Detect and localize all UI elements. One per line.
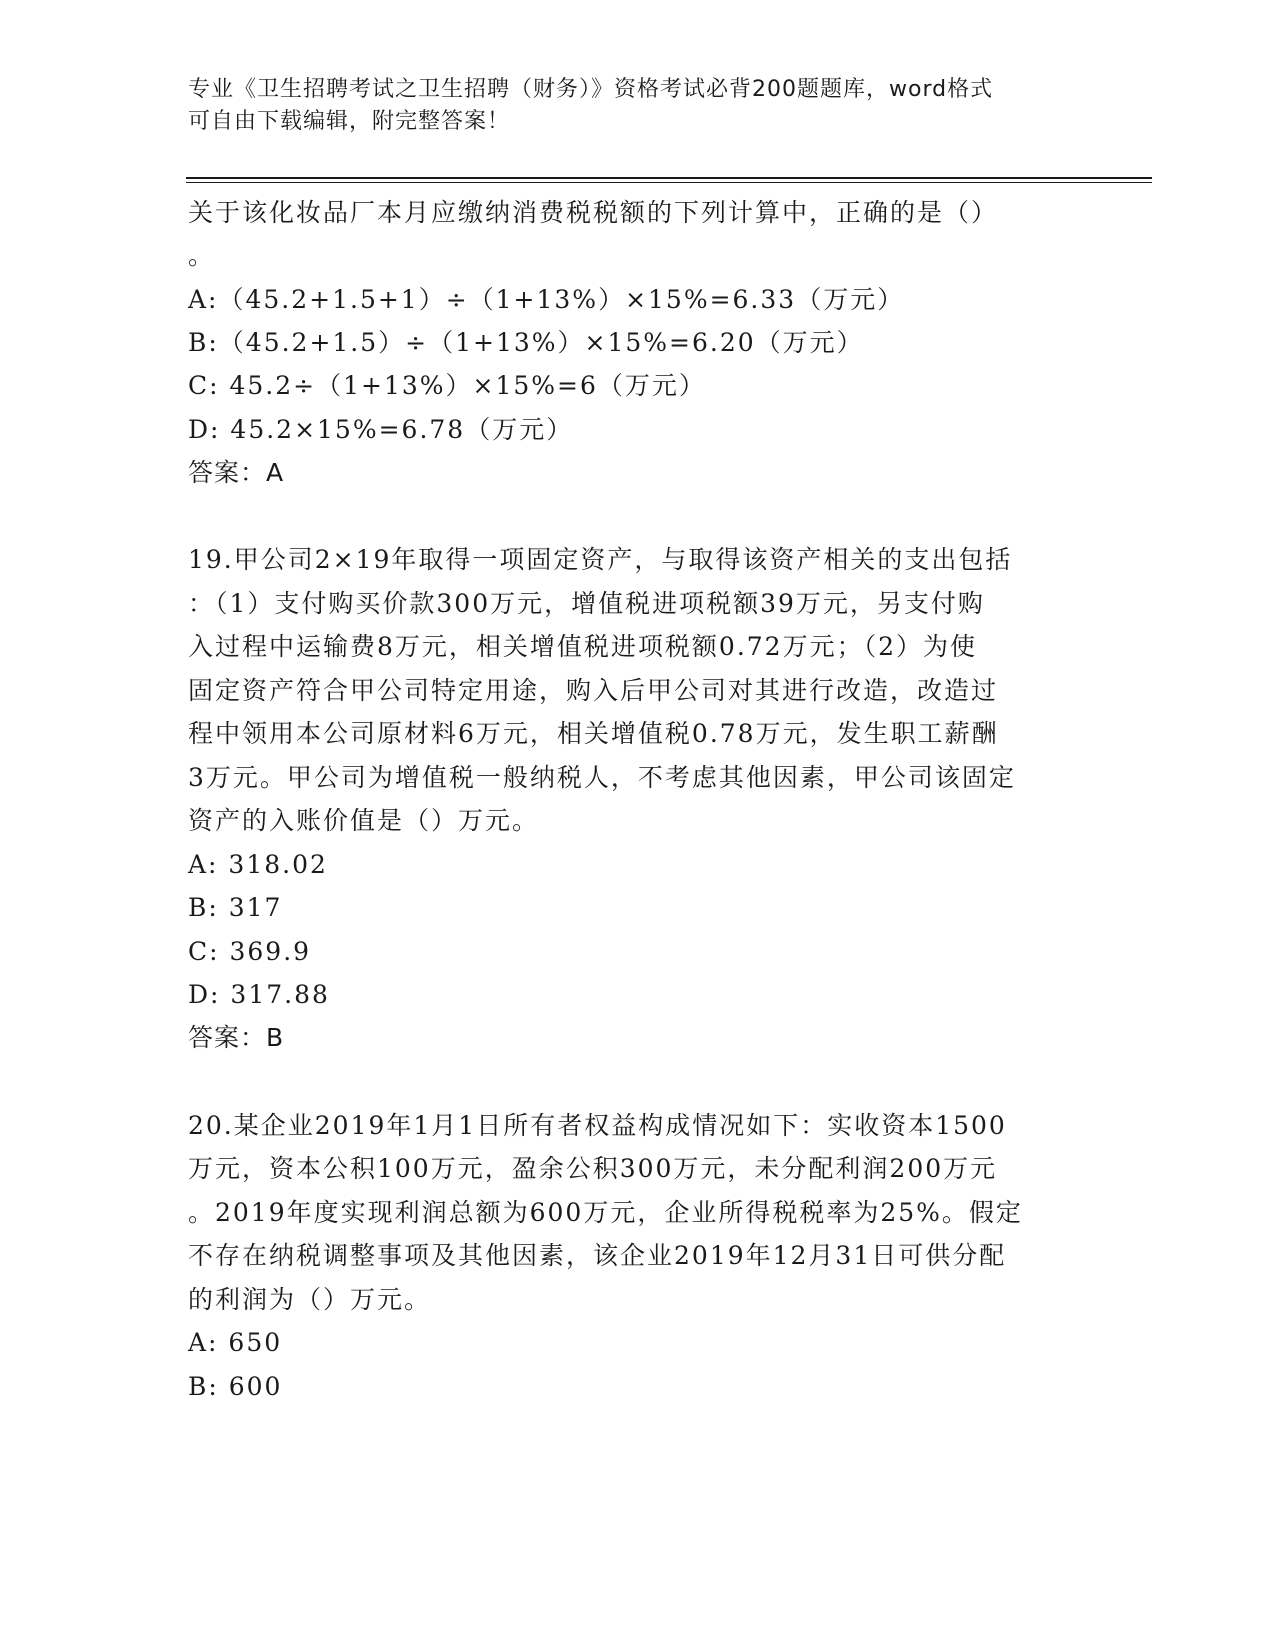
q18-answer: 答案：A xyxy=(188,458,285,487)
header-divider-thick xyxy=(186,177,1152,179)
q18-option-d: D: 45.2×15%=6.78（万元） xyxy=(188,415,574,444)
q20-option-b: B: 600 xyxy=(188,1372,283,1401)
q18-option-c: C: 45.2÷（1+13%）×15%=6（万元） xyxy=(188,371,706,400)
q18-stem-line: 。 xyxy=(188,241,216,270)
header-line-1: 专业《卫生招聘考试之卫生招聘（财务）》资格考试必背200题题库，word格式 xyxy=(188,77,994,102)
header-line-2: 可自由下载编辑，附完整答案！ xyxy=(188,109,511,134)
q19-option-c: C: 369.9 xyxy=(188,937,312,966)
q19-stem-line: 入过程中运输费8万元，相关增值税进项税额0.72万元；（2）为使 xyxy=(188,632,977,661)
q20-stem-line: 不存在纳税调整事项及其他因素，该企业2019年12月31日可供分配 xyxy=(188,1241,1007,1270)
q19-option-d: D: 317.88 xyxy=(188,980,330,1009)
q19-option-b: B: 317 xyxy=(188,893,283,922)
q19-option-a: A: 318.02 xyxy=(188,850,328,879)
q19-answer: 答案：B xyxy=(188,1023,285,1052)
q20-stem-line: 万元，资本公积100万元，盈余公积300万元，未分配利润200万元 xyxy=(188,1154,998,1183)
q18-option-a: A:（45.2+1.5+1）÷（1+13%）×15%=6.33（万元） xyxy=(188,285,905,314)
q19-stem-line: 资产的入账价值是（）万元。 xyxy=(188,806,540,835)
q20-option-a: A: 650 xyxy=(188,1328,283,1357)
q18-option-b: B:（45.2+1.5）÷（1+13%）×15%=6.20（万元） xyxy=(188,328,864,357)
q19-stem-line: 19.甲公司2×19年取得一项固定资产，与取得该资产相关的支出包括 xyxy=(188,545,1013,574)
q20-stem-line: 。2019年度实现利润总额为600万元，企业所得税税率为25%。假定 xyxy=(188,1198,1023,1227)
q19-stem-line: ：（1）支付购买价款300万元，增值税进项税额39万元，另支付购 xyxy=(188,589,985,618)
q19-stem-line: 3万元。甲公司为增值税一般纳税人，不考虑其他因素，甲公司该固定 xyxy=(188,763,1016,792)
q20-stem-line: 20.某企业2019年1月1日所有者权益构成情况如下：实收资本1500 xyxy=(188,1111,1007,1140)
q18-stem-line: 关于该化妆品厂本月应缴纳消费税税额的下列计算中，正确的是（） xyxy=(188,198,999,227)
q19-stem-line: 固定资产符合甲公司特定用途，购入后甲公司对其进行改造，改造过 xyxy=(188,676,999,705)
q19-stem-line: 程中领用本公司原材料6万元，相关增值税0.78万元，发生职工薪酬 xyxy=(188,719,999,748)
document-header xyxy=(188,74,1068,138)
q20-stem-line: 的利润为（）万元。 xyxy=(188,1285,432,1314)
header-divider-thin xyxy=(186,182,1152,183)
